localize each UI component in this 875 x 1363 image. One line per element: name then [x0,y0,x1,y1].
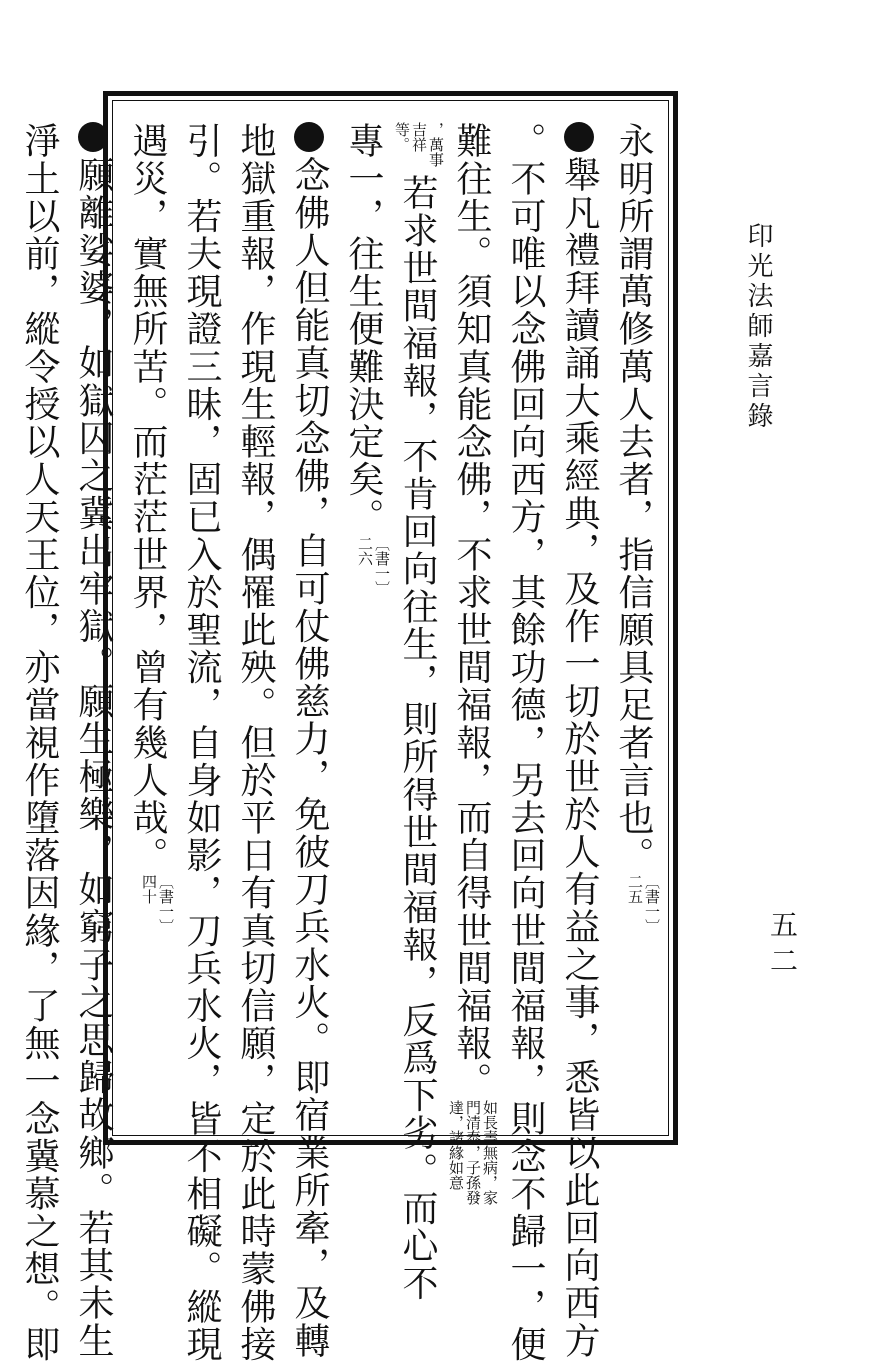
text-body [19,122,661,1363]
text-run: 若求世間福報，不肯回向往生，則所得世間福報，反爲下劣。而心不 [397,174,438,1302]
text-column [606,122,660,1132]
text-column [12,122,66,1363]
text-column [282,122,336,1360]
bullet-icon [564,122,594,152]
text-run: 引。若夫現證三昧，固已入於聖流，自身如影，刀兵水火，皆不相礙。縱現 [181,122,222,1363]
bullet-icon [294,122,324,152]
text-column [66,122,120,1360]
annotation-note: ︹書一︺二五 [626,874,661,934]
text-run: 願離娑婆，如獄囚之冀出牢獄。願生極樂，如窮子之思歸故鄉。若其未生 [73,156,114,1360]
annotation-note: ︹書一︺二六 [356,535,391,596]
page-number: 五二 [766,910,799,982]
text-run: 永明所謂萬修萬人去者，指信願具足者言也。 [613,122,654,874]
text-column [552,122,606,1360]
text-column [498,122,552,1363]
text-column [390,122,445,1302]
annotation-note: ︹書一︺四十 [140,874,175,934]
text-run: 淨土以前，縱令授以人天王位，亦當視作墮落因緣，了無一念冀慕之想。即 [19,122,60,1363]
text-run: 遇災，實無所苦。而茫茫世界，曾有幾人哉。 [127,122,168,874]
text-column [174,122,228,1363]
text-column [336,122,390,1132]
text-run: 專一，往生便難決定矣。 [343,122,384,536]
bullet-icon [78,122,108,152]
text-run: 。不可唯以念佛回向西方，其餘功德，另去回向世間福報，則念不歸一，便 [505,122,546,1363]
text-run: 舉凡禮拜讀誦大乘經典，及作一切於世於人有益之事，悉皆以此回向西方 [559,156,600,1360]
text-run: 地獄重報，作現生輕報，偶罹此殃。但於平日有真切信願，定於此時蒙佛接 [235,122,276,1363]
text-run: 難往生。須知真能念佛，不求世間福報，而自得世間福報。 [451,122,492,1100]
text-column [120,122,174,1132]
annotation-note: ，萬事吉祥等。 [393,122,445,167]
text-run: 念佛人但能真切念佛，自可仗佛慈力，免彼刀兵水火。即宿業所牽，及轉 [289,156,330,1360]
annotation-note: 如長壽無病，家門清泰，子孫發達，諸緣如意 [447,1099,499,1205]
text-column [228,122,282,1363]
running-title: 印光法師嘉言錄 [743,222,773,432]
text-column [444,122,499,1205]
